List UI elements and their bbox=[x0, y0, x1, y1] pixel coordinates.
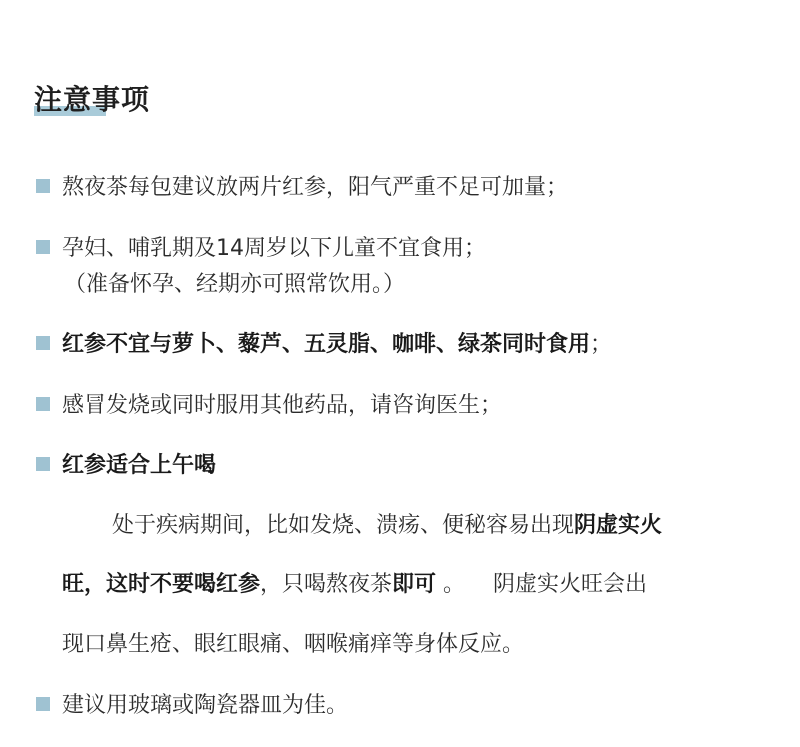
page-title: 注意事项 bbox=[34, 83, 151, 116]
notice-text: 孕妇、哺乳期及14周岁以下儿童不宜食用； bbox=[62, 236, 486, 261]
bullet-square-icon bbox=[36, 457, 50, 471]
notice-item-5 bbox=[36, 451, 216, 481]
notice-item-6 bbox=[36, 691, 348, 721]
bullet-square-icon bbox=[36, 179, 50, 193]
notice-item-3 bbox=[36, 330, 612, 360]
explanation-text-bold: 旺，这时不要喝红参 bbox=[62, 572, 261, 597]
explanation-text: ，只喝熬夜茶 bbox=[260, 572, 393, 597]
bullet-square-icon bbox=[36, 397, 50, 411]
explanation-line-3: 现口鼻生疮、眼红眼痛、咽喉痛痒等身体反应。 bbox=[62, 632, 525, 657]
notice-text: 熬夜茶每包建议放两片红参，阳气严重不足可加量； bbox=[62, 175, 569, 200]
explanation-text-bold: 即可 bbox=[392, 572, 437, 597]
notice-text-bold: 红参适合上午喝 bbox=[62, 453, 217, 478]
notice-text: 感冒发烧或同时服用其他药品，请咨询医生； bbox=[62, 393, 503, 418]
notice-item-2-note: （准备怀孕、经期亦可照常饮用。） bbox=[64, 272, 406, 297]
bullet-square-icon bbox=[36, 697, 50, 711]
explanation-line-1 bbox=[112, 511, 662, 541]
notice-text-bold: 红参不宜与萝卜、藜芦、五灵脂、咖啡、绿茶同时食用 bbox=[62, 332, 591, 357]
explanation-text: 处于疾病期间，比如发烧、溃疡、便秘容易出现 bbox=[112, 513, 575, 538]
notice-item-1 bbox=[36, 173, 568, 203]
bullet-square-icon bbox=[36, 240, 50, 254]
section-header bbox=[34, 80, 150, 120]
bullet-square-icon bbox=[36, 336, 50, 350]
notice-item-2 bbox=[36, 234, 486, 264]
notice-text: ； bbox=[590, 332, 613, 357]
explanation-text-bold: 阴虚实火 bbox=[574, 513, 663, 538]
explanation-line-2 bbox=[62, 570, 647, 600]
notice-text: 建议用玻璃或陶瓷器皿为佳。 bbox=[62, 693, 349, 718]
explanation-text: 。 阴虚实火旺会出 bbox=[436, 572, 648, 597]
notice-item-4 bbox=[36, 391, 502, 421]
